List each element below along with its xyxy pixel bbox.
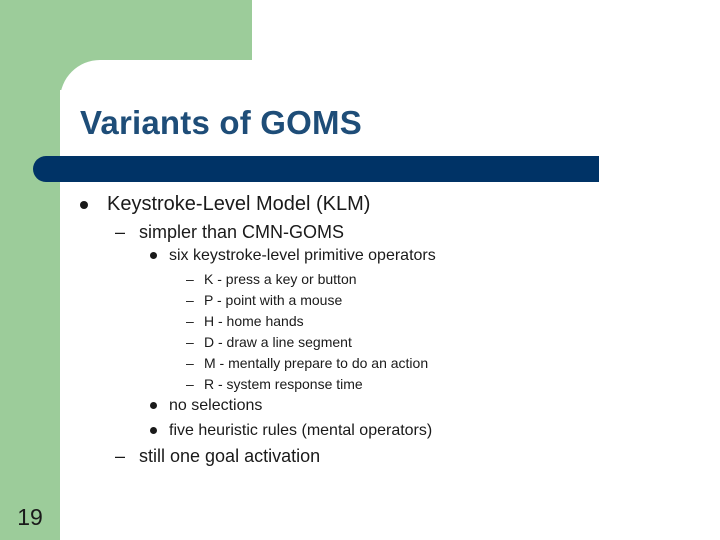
dash-marker: –	[186, 334, 194, 350]
operator-text: R - system response time	[204, 376, 363, 392]
bullet-text: five heuristic rules (mental operators)	[169, 422, 433, 439]
operator-text: D - draw a line segment	[204, 334, 352, 350]
bullet-dot-icon	[150, 402, 157, 409]
dash-marker: –	[186, 313, 194, 329]
dash-marker: –	[115, 446, 126, 466]
operator-text: P - point with a mouse	[204, 292, 343, 308]
slide-page-number: 19	[17, 504, 43, 530]
dash-marker: –	[186, 292, 194, 308]
dash-marker: –	[186, 376, 194, 392]
bullet-dot-icon	[150, 252, 157, 259]
bullet-text: Keystroke-Level Model (KLM)	[107, 193, 371, 215]
dash-marker: –	[186, 271, 194, 287]
dash-marker: –	[115, 222, 126, 242]
bullet-dot-icon	[80, 201, 88, 209]
left-margin-strip	[0, 0, 60, 540]
bullet-dot-icon	[150, 427, 157, 434]
bullet-text: still one goal activation	[139, 446, 321, 466]
bullet-text: simpler than CMN-GOMS	[139, 222, 345, 242]
operator-text: K - press a key or button	[204, 271, 357, 287]
operator-text: M - mentally prepare to do an action	[204, 355, 429, 371]
slide-title: Variants of GOMS	[80, 104, 362, 141]
dash-marker: –	[186, 355, 194, 371]
bullet-text: six keystroke-level primitive operators	[169, 247, 436, 264]
operator-text: H - home hands	[204, 313, 304, 329]
bullet-text: no selections	[169, 397, 263, 414]
title-underline-bar	[33, 156, 599, 182]
